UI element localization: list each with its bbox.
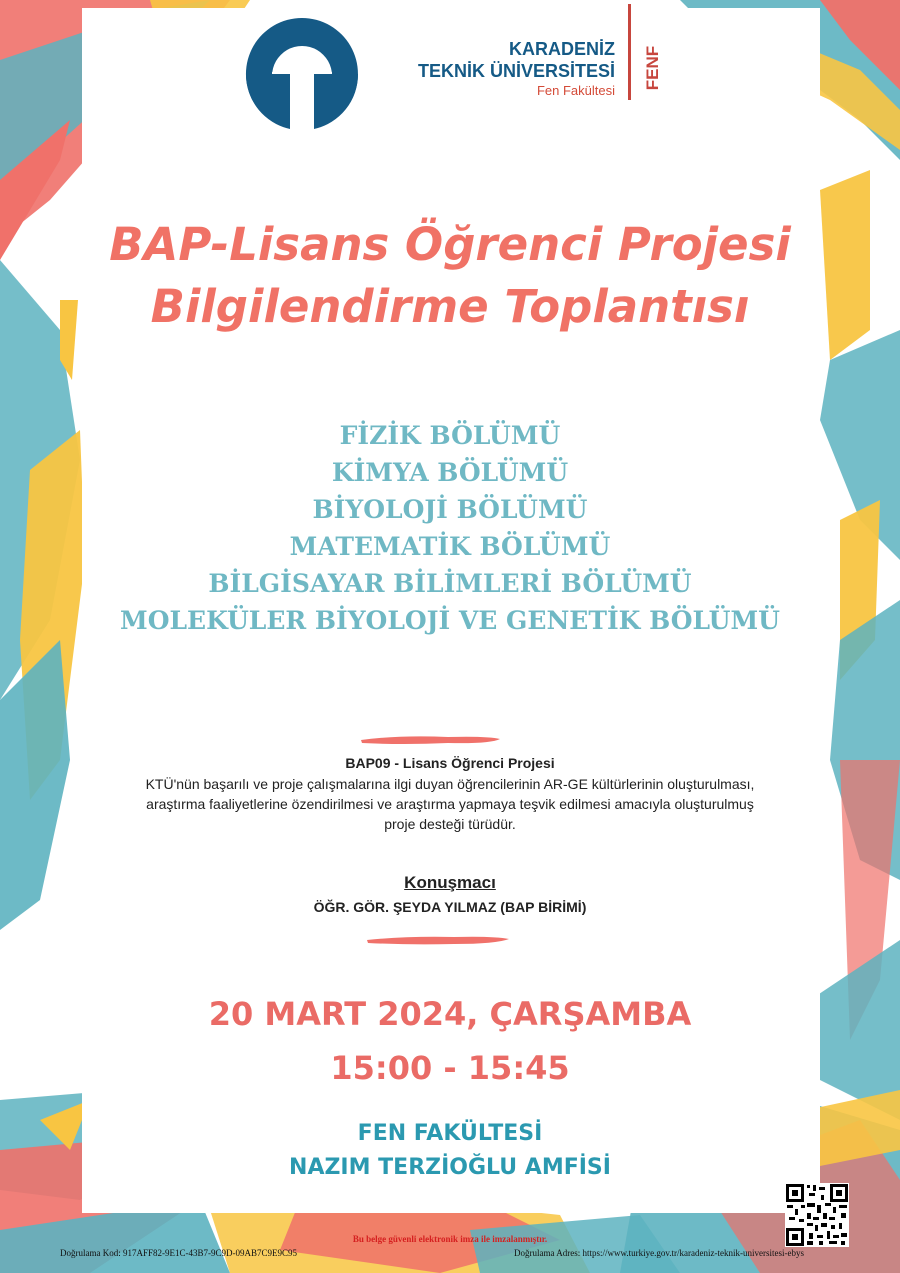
bap-heading: BAP09 - Lisans Öğrenci Projesi	[345, 755, 555, 771]
bap-text-line-3: proje desteği türüdür.	[384, 816, 516, 832]
verification-address: Doğrulama Adres: https://www.turkiye.gov.tr/karadeniz-teknik-universitesi-ebys	[514, 1248, 805, 1258]
faculty-name: Fen Fakültesi	[536, 83, 615, 98]
event-location	[0, 1117, 900, 1185]
event-time: 15:00 - 15:45	[330, 1049, 570, 1087]
department-item: KİMYA BÖLÜMÜ	[331, 458, 569, 487]
department-item: MOLEKÜLER BİYOLOJİ VE GENETİK BÖLÜMÜ	[120, 606, 780, 635]
speaker-name: ÖĞR. GÖR. ŞEYDA YILMAZ (BAP BİRİMİ)	[313, 899, 587, 915]
bap-description	[0, 755, 900, 834]
event-date: 20 MART 2024, ÇARŞAMBA	[208, 995, 692, 1033]
university-line-1: KARADENİZ	[509, 39, 615, 59]
event-datetime	[0, 989, 900, 1093]
department-item: FİZİK BÖLÜMÜ	[339, 421, 561, 450]
location-line-1: FEN FAKÜLTESİ	[357, 1121, 543, 1146]
divider-stroke	[364, 934, 512, 946]
speaker-heading: Konuşmacı	[404, 873, 496, 892]
title-line-2: Bilgilendirme Toplantısı	[150, 280, 750, 333]
title-line-1: BAP-Lisans Öğrenci Projesi	[109, 218, 791, 271]
e-signature-note: Bu belge güvenli elektronik imza ile imzalanmıştır.	[352, 1234, 548, 1244]
header-divider	[628, 4, 631, 100]
department-item: BİLGİSAYAR BİLİMLERİ BÖLÜMÜ	[208, 569, 692, 598]
university-line-2: TEKNİK ÜNİVERSİTESİ	[417, 61, 615, 81]
location-line-2: NAZIM TERZİOĞLU AMFİSİ	[289, 1155, 611, 1180]
divider-stroke	[358, 734, 503, 746]
department-item: MATEMATİK BÖLÜMÜ	[289, 532, 611, 561]
fenf-mark: FENF	[643, 45, 662, 91]
bap-text-line-1: KTÜ'nün başarılı ve proje çalışmalarına ilgi duyan öğrencilerinin AR-GE kültürlerinin oluşturulması,	[145, 776, 755, 792]
department-list	[0, 417, 900, 639]
department-item: BİYOLOJİ BÖLÜMÜ	[312, 495, 588, 524]
verification-code: Doğrulama Kod: 917AFF82-9E1C-43B7-9C9D-09AB7C9E9C95	[60, 1248, 297, 1258]
event-title	[0, 214, 900, 338]
ktu-logo-icon	[242, 12, 362, 138]
university-name	[400, 38, 615, 100]
bap-text-line-2: araştırma faaliyetlerine özendirilmesi ve araştırma yapmaya teşvik edilmesi amacıyla oluşturulmuş	[146, 796, 754, 812]
speaker-section	[0, 873, 900, 915]
